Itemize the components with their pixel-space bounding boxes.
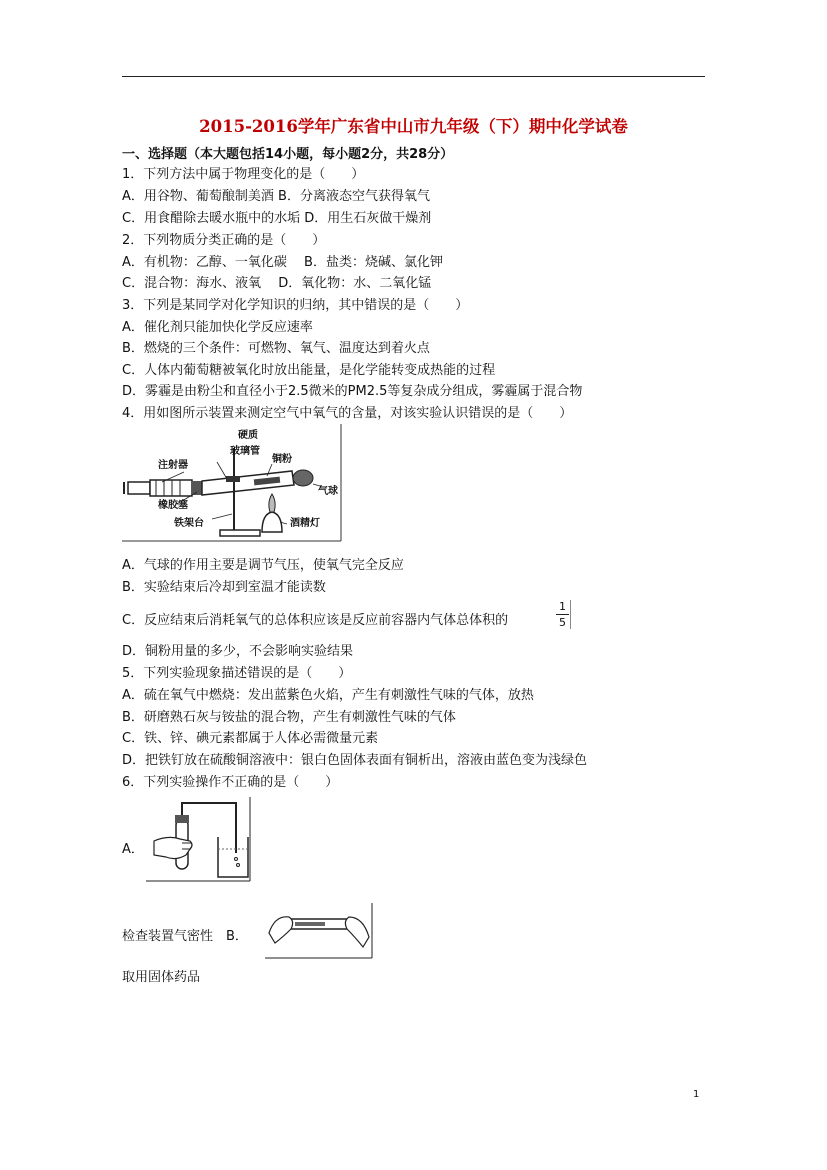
q3-stem: 3．下列是某同学对化学知识的归纳，其中错误的是（ ） bbox=[122, 298, 469, 313]
fraction-denominator: 5 bbox=[559, 616, 566, 629]
q4-option-d: D．铜粉用量的多少，不会影响实验结果 bbox=[122, 644, 354, 659]
take-solid-reagent-figure bbox=[265, 903, 373, 959]
label-glass-tube: 玻璃管 bbox=[230, 446, 260, 457]
label-lamp: 酒精灯 bbox=[290, 518, 320, 529]
q4-option-b: B．实验结束后冷却到室温才能读数 bbox=[122, 580, 326, 595]
label-stopper: 橡胶塞 bbox=[158, 500, 188, 511]
section-heading: 一、选择题（本大题包括14小题，每小题2分，共28分） bbox=[122, 147, 454, 162]
q3-option-b: B．燃烧的三个条件：可燃物、氧气、温度达到着火点 bbox=[122, 341, 430, 356]
q6-option-a-caption: 检查装置气密性 B． bbox=[122, 929, 248, 944]
q6-option-a-label: A． bbox=[122, 842, 144, 857]
q4-option-a: A．气球的作用主要是调节气压，使氧气完全反应 bbox=[122, 558, 404, 573]
label-stand: 铁架台 bbox=[174, 518, 204, 529]
air-oxygen-apparatus-figure bbox=[122, 424, 344, 542]
header-rule bbox=[122, 76, 705, 77]
q4-stem: 4．用如图所示装置来测定空气中氧气的含量，对该实验认识错误的是（ ） bbox=[122, 406, 573, 421]
q3-option-c: C．人体内葡萄糖被氧化时放出能量，是化学能转变成热能的过程 bbox=[122, 363, 496, 378]
q2-options-cd: C．混合物：海水、液氧 D．氧化物：水、二氧化锰 bbox=[122, 276, 432, 291]
q5-option-a: A．硫在氧气中燃烧：发出蓝紫色火焰，产生有刺激性气味的气体，放热 bbox=[122, 688, 534, 703]
q1-stem: 1．下列方法中属于物理变化的是（ ） bbox=[122, 167, 365, 182]
q5-option-b: B．研磨熟石灰与铵盐的混合物，产生有刺激性气味的气体 bbox=[122, 710, 456, 725]
label-hard: 硬质 bbox=[238, 430, 258, 441]
q4-option-c: C．反应结束后消耗氧气的总体积应该是反应前容器内气体总体积的 bbox=[122, 613, 509, 628]
label-balloon: 气球 bbox=[318, 486, 338, 497]
q1-options-ab: A．用谷物、葡萄酿制美酒 B．分离液态空气获得氧气 bbox=[122, 189, 430, 204]
q5-option-d: D．把铁钉放在硫酸铜溶液中：银白色固体表面有铜析出，溶液由蓝色变为浅绿色 bbox=[122, 753, 588, 768]
fraction-numerator: 1 bbox=[559, 600, 566, 613]
label-copper: 铜粉 bbox=[272, 454, 292, 465]
q5-stem: 5．下列实验现象描述错误的是（ ） bbox=[122, 666, 352, 681]
page-number: 1 bbox=[693, 1089, 700, 1100]
q2-options-ab: A．有机物：乙醇、一氧化碳 B．盐类：烧碱、氯化钾 bbox=[122, 255, 443, 270]
q1-options-cd: C．用食醋除去暖水瓶中的水垢 D．用生石灰做干燥剂 bbox=[122, 211, 432, 226]
label-syringe: 注射器 bbox=[158, 460, 188, 471]
fraction-one-fifth bbox=[555, 600, 571, 629]
q6-option-b-caption: 取用固体药品 bbox=[122, 970, 201, 985]
q3-option-a: A．催化剂只能加快化学反应速率 bbox=[122, 320, 313, 335]
q5-option-c: C．铁、锌、碘元素都属于人体必需微量元素 bbox=[122, 731, 379, 746]
page-title: 2015-2016学年广东省中山市九年级（下）期中化学试卷 bbox=[199, 117, 628, 136]
q2-stem: 2．下列物质分类正确的是（ ） bbox=[122, 233, 326, 248]
airtightness-check-figure bbox=[146, 797, 252, 882]
q6-stem: 6．下列实验操作不正确的是（ ） bbox=[122, 775, 339, 790]
q3-option-d: D．雾霾是由粉尘和直径小于2.5微米的PM2.5等复杂成分组成，雾霾属于混合物 bbox=[122, 384, 583, 399]
